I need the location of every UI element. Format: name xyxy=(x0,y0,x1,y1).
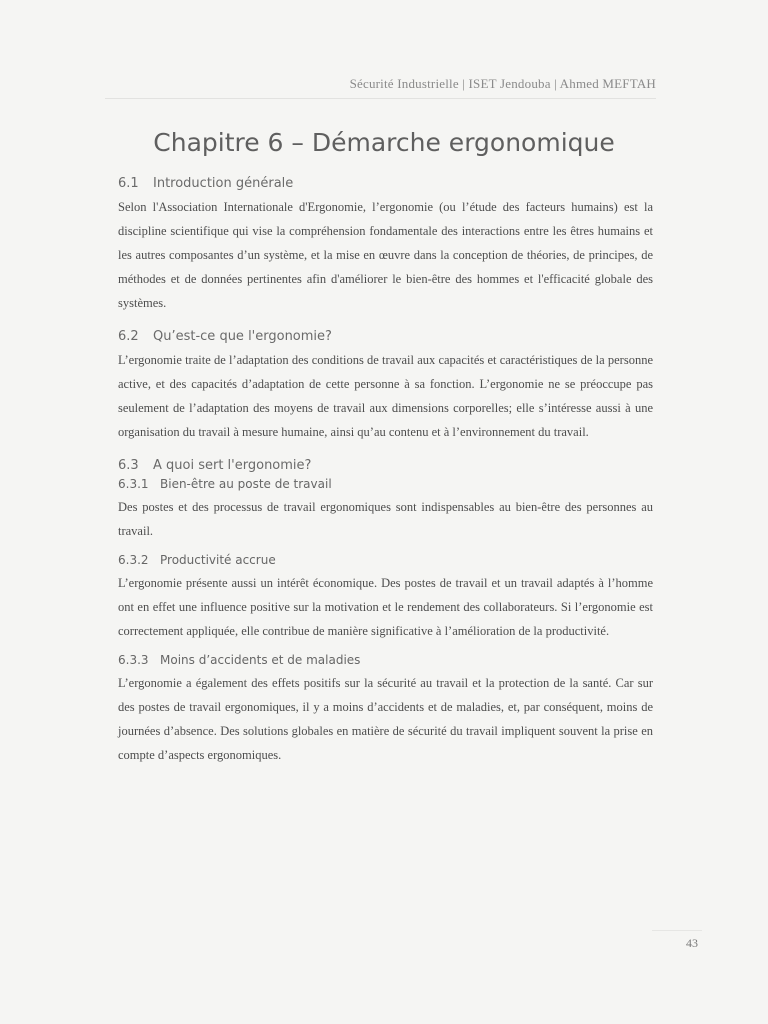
subsection-title: Bien-être au poste de travail xyxy=(160,477,332,491)
subsection-title: Productivité accrue xyxy=(160,553,276,567)
subsection-title: Moins d’accidents et de maladies xyxy=(160,653,361,667)
section-6-1 xyxy=(118,176,653,315)
header-divider xyxy=(105,98,656,99)
subsection-number: 6.3.2 xyxy=(118,553,149,567)
subsection-number: 6.3.1 xyxy=(118,477,149,491)
subsection-6-3-3 xyxy=(118,653,653,767)
page-number: 43 xyxy=(686,936,698,950)
subsection-6-3-1 xyxy=(118,477,653,543)
section-number: 6.3 xyxy=(118,458,139,473)
section-6-3 xyxy=(118,458,653,767)
subsection-paragraph: L’ergonomie présente aussi un intérêt économique. Des postes de travail et un travail adaptés à l’homme ont en effet une influence positive sur la motivation et le rendement des collaborateurs. Si l’ergonomie est correctement appliquée, elle contribue de manière significative à l’amélioration de la productivité. xyxy=(118,576,653,638)
main-content xyxy=(118,176,653,781)
section-6-2 xyxy=(118,329,653,444)
subsection-paragraph: Des postes et des processus de travail ergonomiques sont indispensables au bien-être des personnes au travail. xyxy=(118,500,653,538)
subsection-6-3-2 xyxy=(118,553,653,643)
section-paragraph: L’ergonomie traite de l’adaptation des conditions de travail aux capacités et caractéristiques de la personne active, et des capacités d’adaptation de cette personne à sa fonction. L’ergonomie ne se préoccupe pas seulement de l’adaptation des moyens de travail aux dimensions corporelles; elle s’intéresse aussi à une organisation du travail à mesure humaine, ainsi qu’au contenu et à l’environnement du travail. xyxy=(118,353,653,439)
section-heading xyxy=(118,329,653,344)
subsection-heading xyxy=(118,653,653,667)
section-heading xyxy=(118,176,653,191)
chapter-title: Chapitre 6 – Démarche ergonomique xyxy=(153,128,615,157)
section-title: Introduction générale xyxy=(153,176,294,191)
section-title: A quoi sert l'ergonomie? xyxy=(153,458,312,473)
running-header: Sécurité Industrielle | ISET Jendouba | Ahmed MEFTAH xyxy=(349,76,656,91)
section-title: Qu’est-ce que l'ergonomie? xyxy=(153,329,332,344)
section-number: 6.2 xyxy=(118,329,139,344)
section-number: 6.1 xyxy=(118,176,139,191)
section-heading xyxy=(118,458,653,473)
footer-divider xyxy=(652,930,702,931)
section-paragraph: Selon l'Association Internationale d'Ergonomie, l’ergonomie (ou l’étude des facteurs humains) est la discipline scientifique qui vise la compréhension fondamentale des interactions entre les êtres humains et les autres composantes d’un système, et la mise en œuvre dans la conception de théories, de principes, de méthodes et de données pertinentes afin d'améliorer le bien-être des hommes et l'efficacité globale des systèmes. xyxy=(118,200,653,310)
subsection-number: 6.3.3 xyxy=(118,653,149,667)
subsection-heading xyxy=(118,477,653,491)
subsection-paragraph: L’ergonomie a également des effets positifs sur la sécurité au travail et la protection de la santé. Car sur des postes de travail ergonomiques, il y a moins d’accidents et de maladies, et, par conséquent, moins de journées d’absence. Des solutions globales en matière de sécurité du travail impliquent souvent la prise en compte d’aspects ergonomiques. xyxy=(118,676,653,762)
subsection-heading xyxy=(118,553,653,567)
